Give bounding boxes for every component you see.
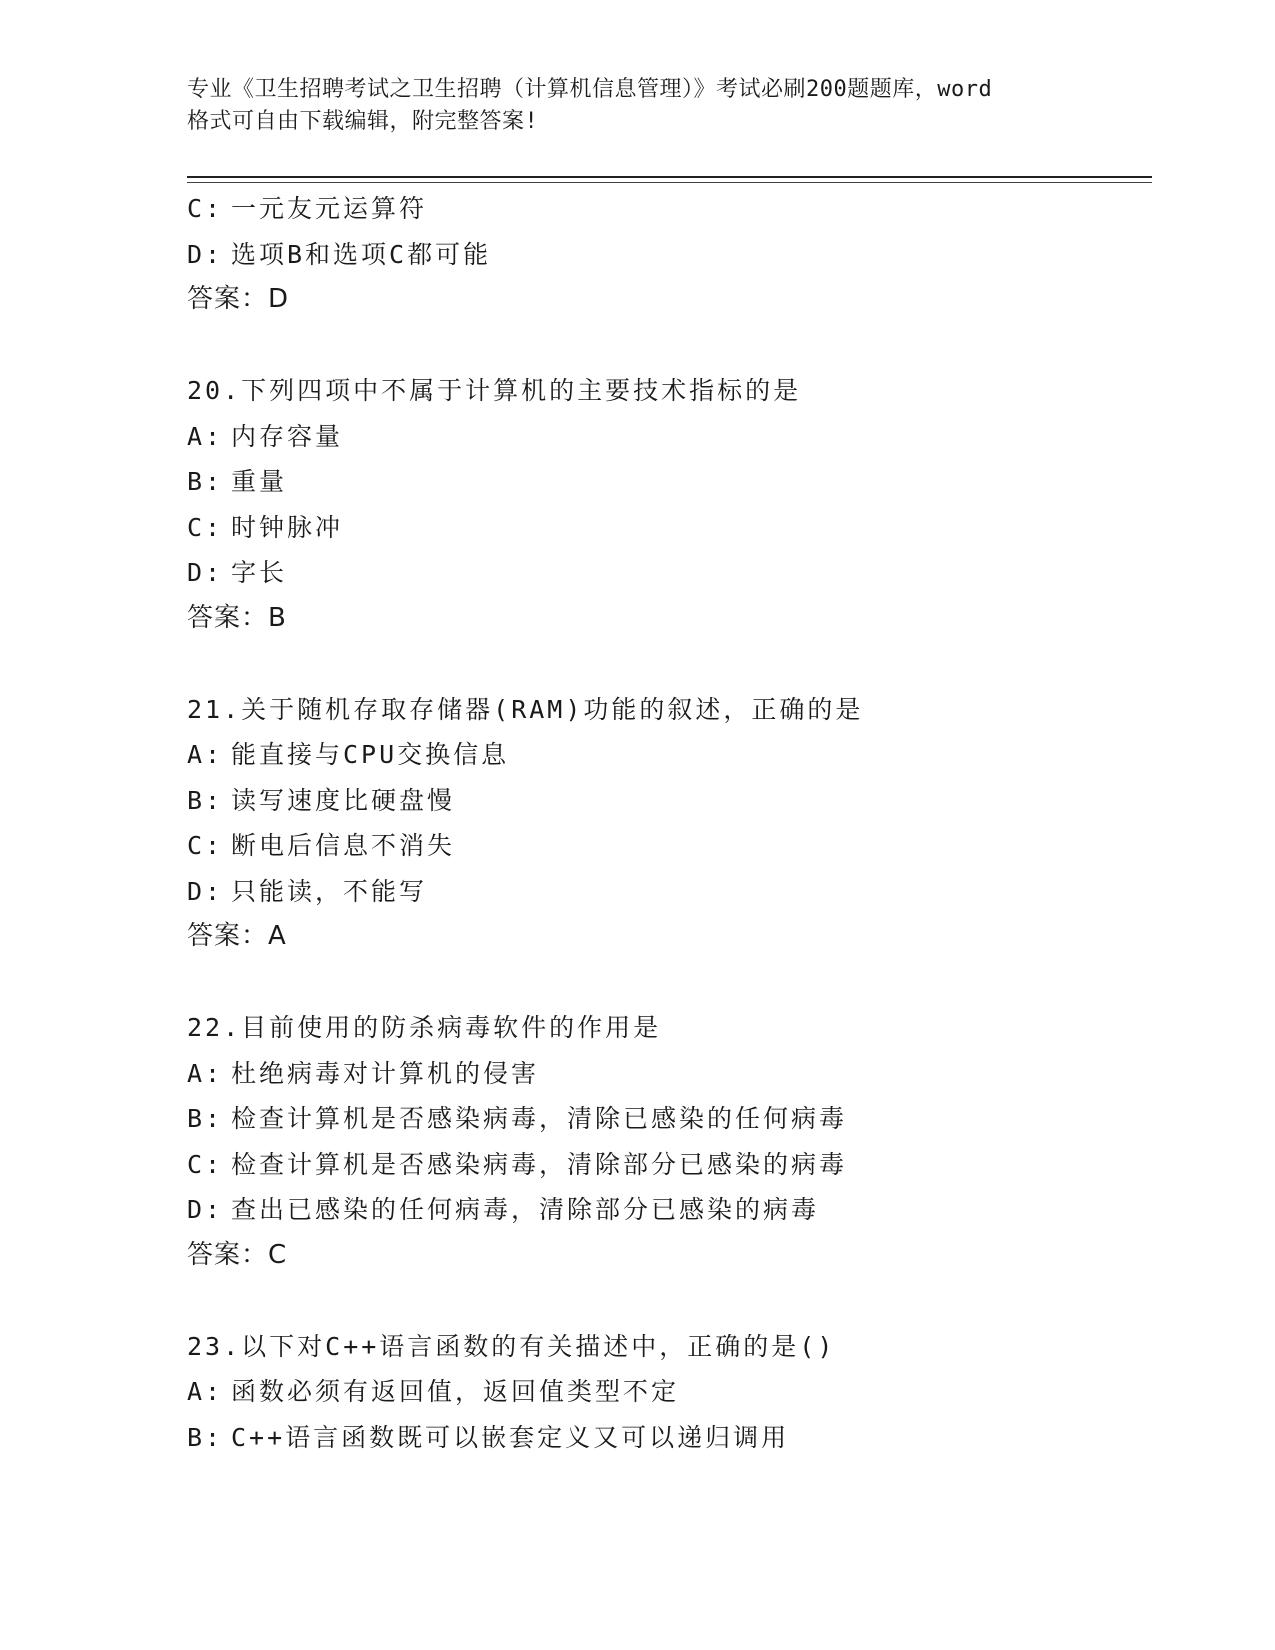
option-text: 选项B和选项C都可能 xyxy=(231,239,492,269)
answer-line: 答案：C xyxy=(187,1239,288,1270)
option-row xyxy=(187,1142,1152,1188)
option-row xyxy=(187,1187,1152,1233)
option-label: A: xyxy=(187,1377,224,1406)
option-row xyxy=(187,505,1152,551)
option-text: 读写速度比硬盘慢 xyxy=(231,785,456,815)
option-label: A: xyxy=(187,740,224,769)
question-stem: 20.下列四项中不属于计算机的主要技术指标的是 xyxy=(187,376,802,405)
option-label: C: xyxy=(187,194,224,223)
option-text: 一元友元运算符 xyxy=(231,194,428,223)
header-divider-thin xyxy=(187,182,1152,183)
spacer xyxy=(187,323,1152,369)
option-label: B: xyxy=(187,785,224,815)
question-list xyxy=(187,186,1152,1460)
answer-line: 答案：A xyxy=(187,921,287,951)
header-line-1: 专业《卫生招聘考试之卫生招聘（计算机信息管理）》考试必刷200题题库，word xyxy=(187,77,993,102)
option-label: C: xyxy=(187,512,224,542)
option-label: D: xyxy=(187,239,224,269)
answer-line: 答案：B xyxy=(187,602,287,633)
option-row xyxy=(187,1369,1152,1415)
option-row xyxy=(187,869,1152,915)
spacer xyxy=(187,1278,1152,1324)
option-label: B: xyxy=(187,1104,224,1133)
option-text: 检查计算机是否感染病毒，清除已感染的任何病毒 xyxy=(231,1104,848,1133)
option-row xyxy=(187,1051,1152,1097)
document-header xyxy=(187,74,1087,138)
option-row xyxy=(187,550,1152,596)
answer-line: 答案：D xyxy=(187,284,290,314)
option-text: 能直接与CPU交换信息 xyxy=(231,740,510,769)
header-line-2: 格式可自由下载编辑，附完整答案! xyxy=(187,109,539,134)
option-label: A: xyxy=(187,1058,224,1088)
option-text: 内存容量 xyxy=(231,421,344,451)
option-text: 断电后信息不消失 xyxy=(231,831,456,860)
spacer xyxy=(187,960,1152,1006)
option-row xyxy=(187,414,1152,460)
option-text: C++语言函数既可以嵌套定义又可以递归调用 xyxy=(231,1422,790,1452)
option-row xyxy=(187,778,1152,824)
option-row xyxy=(187,232,1152,278)
question-stem: 23.以下对C++语言函数的有关描述中，正确的是() xyxy=(187,1331,836,1361)
option-text: 只能读，不能写 xyxy=(231,876,428,906)
option-label: B: xyxy=(187,1422,224,1452)
option-row xyxy=(187,186,1152,232)
option-text: 杜绝病毒对计算机的侵害 xyxy=(231,1058,540,1088)
option-text: 重量 xyxy=(231,467,288,496)
option-label: D: xyxy=(187,1195,224,1224)
option-row xyxy=(187,459,1152,505)
option-label: A: xyxy=(187,421,224,451)
question-stem: 22.目前使用的防杀病毒软件的作用是 xyxy=(187,1013,662,1042)
option-label: D: xyxy=(187,558,224,587)
spacer xyxy=(187,641,1152,687)
option-label: B: xyxy=(187,467,224,496)
option-row xyxy=(187,1096,1152,1142)
option-text: 查出已感染的任何病毒，清除部分已感染的病毒 xyxy=(231,1195,820,1224)
header-divider-thick xyxy=(187,176,1152,178)
option-text: 时钟脉冲 xyxy=(231,512,344,542)
option-text: 函数必须有返回值，返回值类型不定 xyxy=(231,1377,680,1406)
option-label: D: xyxy=(187,876,224,906)
option-text: 检查计算机是否感染病毒，清除部分已感染的病毒 xyxy=(231,1149,848,1179)
question-stem: 21.关于随机存取存储器(RAM)功能的叙述，正确的是 xyxy=(187,694,864,724)
option-label: C: xyxy=(187,831,224,860)
option-row xyxy=(187,1415,1152,1461)
option-row xyxy=(187,732,1152,778)
option-row xyxy=(187,823,1152,869)
option-label: C: xyxy=(187,1149,224,1179)
option-text: 字长 xyxy=(231,558,288,587)
